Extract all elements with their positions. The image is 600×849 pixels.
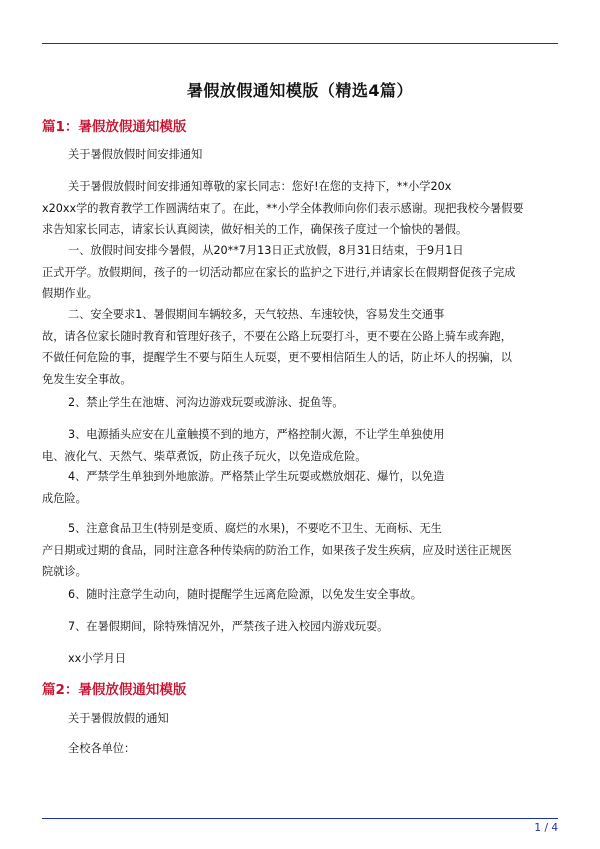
text-line: 电、液化气、天然气、柴草煮饭，防止孩子玩火，以免造成危险。 [42, 449, 367, 463]
text-line: 正式开学。放假期间，孩子的一切活动都应在家长的监护之下进行,并请家长在假期督促孩子完成 [42, 265, 516, 279]
paragraph [42, 708, 558, 730]
document-title: 暑假放假通知模版（精选4篇） [186, 81, 414, 100]
text-line: 2、禁止学生在池塘、河沟边游戏玩耍或游泳、捉鱼等。 [68, 396, 344, 409]
text-line: 6、随时注意学生动向，随时提醒学生远离危险源，以免发生安全事故。 [68, 588, 422, 601]
text-line: 求告知家长同志，请家长认真阅读，做好相关的工作，确保孩子度过一个愉快的暑假。 [42, 223, 468, 236]
paragraph [42, 424, 558, 467]
text-line: 假期作业。 [42, 287, 98, 300]
text-line: 免发生安全事故。 [42, 372, 132, 386]
text-line: xx小学月日 [68, 652, 126, 665]
text-line: 关于暑假放假时间安排通知 [68, 148, 203, 161]
header-rule [42, 43, 558, 44]
text-line: 5、注意食品卫生(特别是变质、腐烂的水果)，不要吃不卫生、无商标、无生 [68, 522, 442, 535]
text-line: x20xx学的教育教学工作圆满结束了。在此，**小学全体教师向你们表示感谢。现把我校今暑假要 [42, 201, 524, 215]
text-line: 成危险。 [42, 491, 87, 505]
text-line: 7、在暑假期间，除特殊情况外，严禁孩子进入校园内游戏玩耍。 [68, 620, 389, 633]
paragraph [42, 466, 558, 509]
paragraph [42, 738, 558, 760]
paragraph [42, 518, 558, 583]
paragraph [42, 240, 558, 305]
text-line: 4、严禁学生单独到外地旅游。严格禁止学生玩耍或燃放烟花、爆竹，以免造 [68, 470, 445, 483]
text-line: 关于暑假放假时间安排通知尊敬的家长同志：您好!在您的支持下，**小学20x [68, 180, 452, 193]
text-line: 故，请各位家长随时教育和管理好孩子，不要在公路上玩耍打斗，更不要在公路上骑车或奔跑， [42, 329, 512, 343]
section-heading-2: 篇2：暑假放假通知模版 [42, 682, 187, 698]
text-line: 关于暑假放假的通知 [68, 712, 169, 725]
text-line: 产日期或过期的食品，同时注意各种传染病的防治工作，如果孩子发生疾病，应及时送往正规医 [42, 543, 512, 557]
paragraph [42, 584, 558, 606]
page-indicator: 1 / 4 [534, 822, 558, 834]
text-line: 不做任何危险的事，提醒学生不要与陌生人玩耍，更不要相信陌生人的话，防止坏人的拐骗，以 [42, 351, 512, 364]
paragraph [42, 176, 558, 241]
paragraph [42, 616, 558, 638]
text-line: 全校各单位： [68, 742, 136, 755]
text-line: 一、放假时间安排今暑假，从20**7月13日正式放假，8月31日结束，于9月1日 [68, 244, 464, 257]
footer-rule [42, 818, 558, 819]
text-line: 3、电源插头应安在儿童触摸不到的地方，严格控制火源，不让学生单独使用 [68, 428, 445, 441]
text-line: 院就诊。 [42, 565, 87, 578]
text-line: 二、安全要求1、暑假期间车辆较多，天气较热、车速较快，容易发生交通事 [68, 308, 445, 321]
paragraph [42, 392, 558, 414]
paragraph [42, 304, 558, 390]
section-heading-1: 篇1：暑假放假通知模版 [42, 119, 187, 135]
paragraph [42, 648, 558, 670]
paragraph [42, 144, 558, 166]
